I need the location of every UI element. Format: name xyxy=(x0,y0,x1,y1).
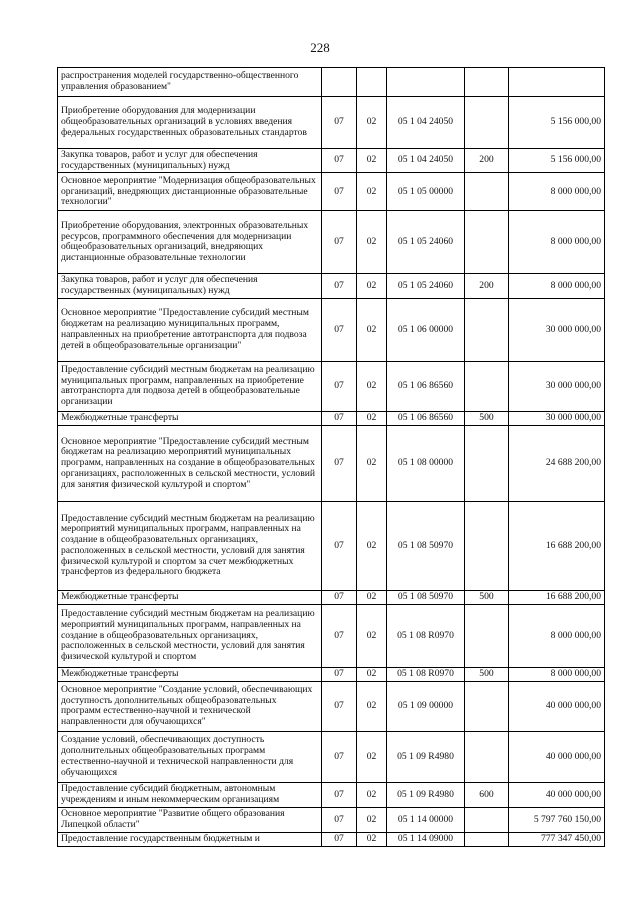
row-target-code: 05 1 08 R0970 xyxy=(387,604,465,667)
row-target-code: 05 1 08 R0970 xyxy=(387,667,465,681)
row-name: Предоставление субсидий бюджетным, автономным учреждениям и иным некоммерческим организациям xyxy=(58,782,322,807)
table-row xyxy=(58,211,605,274)
row-subsection: 02 xyxy=(357,149,387,173)
row-expense-type xyxy=(465,731,509,782)
row-name: Межбюджетные трансферты xyxy=(58,590,322,604)
table-row xyxy=(58,590,605,604)
row-subsection: 02 xyxy=(357,425,387,501)
row-sum: 40 000 000,00 xyxy=(509,782,605,807)
row-name: Межбюджетные трансферты xyxy=(58,411,322,425)
table-row xyxy=(58,681,605,731)
row-sum: 16 688 200,00 xyxy=(509,501,605,590)
row-section: 07 xyxy=(322,274,357,298)
row-subsection: 02 xyxy=(357,681,387,731)
row-target-code: 05 1 06 86560 xyxy=(387,411,465,425)
row-sum: 30 000 000,00 xyxy=(509,298,605,361)
row-section: 07 xyxy=(322,731,357,782)
row-subsection: 02 xyxy=(357,832,387,846)
row-expense-type xyxy=(465,97,509,149)
row-sum: 8 000 000,00 xyxy=(509,604,605,667)
row-section: 07 xyxy=(322,667,357,681)
row-section: 07 xyxy=(322,590,357,604)
table-row xyxy=(58,807,605,832)
table-row xyxy=(58,274,605,298)
row-expense-type xyxy=(465,807,509,832)
table-row xyxy=(58,411,605,425)
row-name: Закупка товаров, работ и услуг для обеспечения государственных (муниципальных) нужд xyxy=(58,149,322,173)
row-subsection: 02 xyxy=(357,211,387,274)
row-subsection: 02 xyxy=(357,782,387,807)
row-name: Предоставление субсидий местным бюджетам на реализацию муниципальных программ, направленных на приобретение автотранспорта для подвоза детей в общеобразовательные организации xyxy=(58,361,322,411)
row-name: Предоставление субсидий местным бюджетам на реализацию мероприятий муниципальных программ, направленных на создание в общеобразовательных организациях, расположенных в сельской местности, условий для занятия физической культурой и спортом xyxy=(58,604,322,667)
row-expense-type xyxy=(465,832,509,846)
table-row xyxy=(58,731,605,782)
row-target-code: 05 1 08 00000 xyxy=(387,425,465,501)
row-expense-type xyxy=(465,298,509,361)
row-expense-type: 500 xyxy=(465,590,509,604)
row-name: Основное мероприятие "Предоставление субсидий местным бюджетам на реализацию мероприятий муниципальных программ, направленных на создание в общеобразовательных организациях, расположенных в сельской местности, условий для занятия физической культурой и спортом" xyxy=(58,425,322,501)
row-subsection: 02 xyxy=(357,590,387,604)
row-subsection xyxy=(357,68,387,97)
row-name: Закупка товаров, работ и услуг для обеспечения государственных (муниципальных) нужд xyxy=(58,274,322,298)
row-subsection: 02 xyxy=(357,274,387,298)
table-row xyxy=(58,604,605,667)
row-sum: 8 000 000,00 xyxy=(509,274,605,298)
row-sum: 8 000 000,00 xyxy=(509,173,605,211)
row-subsection: 02 xyxy=(357,731,387,782)
row-section: 07 xyxy=(322,501,357,590)
row-name: Создание условий, обеспечивающих доступность дополнительных общеобразовательных программ естественно-научной и технической направленности для обучающихся xyxy=(58,731,322,782)
row-target-code: 05 1 08 50970 xyxy=(387,501,465,590)
row-name: распространения моделей государственно-общественного управления образованием" xyxy=(58,68,322,97)
table-row xyxy=(58,298,605,361)
table-row xyxy=(58,97,605,149)
row-sum: 5 156 000,00 xyxy=(509,149,605,173)
budget-table xyxy=(57,67,605,847)
table-row xyxy=(58,361,605,411)
row-expense-type xyxy=(465,681,509,731)
row-target-code: 05 1 06 00000 xyxy=(387,298,465,361)
row-name: Основное мероприятие "Предоставление субсидий местным бюджетам на реализацию муниципальных программ, направленных на приобретение автотранспорта для подвоза детей в общеобразовательные организации" xyxy=(58,298,322,361)
row-section: 07 xyxy=(322,681,357,731)
row-section: 07 xyxy=(322,832,357,846)
row-subsection: 02 xyxy=(357,97,387,149)
row-name: Приобретение оборудования, электронных образовательных ресурсов, программного обеспечения для модернизации общеобразовательных организаций, внедряющих дистанционные образовательные технологии xyxy=(58,211,322,274)
row-subsection: 02 xyxy=(357,361,387,411)
row-sum: 30 000 000,00 xyxy=(509,361,605,411)
row-name: Приобретение оборудования для модернизации общеобразовательных организаций в условиях введения федеральных государственных образовательных стандартов xyxy=(58,97,322,149)
row-expense-type: 200 xyxy=(465,149,509,173)
row-target-code: 05 1 05 24060 xyxy=(387,211,465,274)
row-target-code: 05 1 05 00000 xyxy=(387,173,465,211)
row-subsection: 02 xyxy=(357,667,387,681)
row-section: 07 xyxy=(322,782,357,807)
table-row xyxy=(58,501,605,590)
row-expense-type: 500 xyxy=(465,667,509,681)
row-section: 07 xyxy=(322,807,357,832)
row-target-code: 05 1 14 09000 xyxy=(387,832,465,846)
row-expense-type xyxy=(465,68,509,97)
row-name: Основное мероприятие "Развитие общего образования Липецкой области" xyxy=(58,807,322,832)
row-target-code xyxy=(387,68,465,97)
row-expense-type xyxy=(465,211,509,274)
row-expense-type xyxy=(465,361,509,411)
row-subsection: 02 xyxy=(357,501,387,590)
row-sum: 24 688 200,00 xyxy=(509,425,605,501)
row-target-code: 05 1 05 24060 xyxy=(387,274,465,298)
row-sum: 777 347 450,00 xyxy=(509,832,605,846)
row-section: 07 xyxy=(322,361,357,411)
row-sum: 40 000 000,00 xyxy=(509,731,605,782)
row-expense-type: 600 xyxy=(465,782,509,807)
row-section: 07 xyxy=(322,411,357,425)
row-target-code: 05 1 14 00000 xyxy=(387,807,465,832)
row-sum: 5 156 000,00 xyxy=(509,97,605,149)
row-subsection: 02 xyxy=(357,411,387,425)
row-sum: 8 000 000,00 xyxy=(509,211,605,274)
row-name: Межбюджетные трансферты xyxy=(58,667,322,681)
table-row xyxy=(58,68,605,97)
row-target-code: 05 1 08 50970 xyxy=(387,590,465,604)
row-name: Предоставление государственным бюджетным и xyxy=(58,832,322,846)
table-row xyxy=(58,667,605,681)
row-name: Основное мероприятие "Модернизация общеобразовательных организаций, внедряющих дистанционные образовательные технологии" xyxy=(58,173,322,211)
row-target-code: 05 1 09 R4980 xyxy=(387,731,465,782)
row-target-code: 05 1 04 24050 xyxy=(387,97,465,149)
row-sum xyxy=(509,68,605,97)
row-section: 07 xyxy=(322,173,357,211)
row-expense-type xyxy=(465,501,509,590)
row-expense-type xyxy=(465,604,509,667)
row-section xyxy=(322,68,357,97)
row-section: 07 xyxy=(322,97,357,149)
row-section: 07 xyxy=(322,425,357,501)
row-sum: 40 000 000,00 xyxy=(509,681,605,731)
row-target-code: 05 1 09 00000 xyxy=(387,681,465,731)
table-row xyxy=(58,425,605,501)
row-sum: 8 000 000,00 xyxy=(509,667,605,681)
row-subsection: 02 xyxy=(357,298,387,361)
row-section: 07 xyxy=(322,149,357,173)
row-section: 07 xyxy=(322,211,357,274)
row-sum: 30 000 000,00 xyxy=(509,411,605,425)
row-sum: 5 797 760 150,00 xyxy=(509,807,605,832)
row-section: 07 xyxy=(322,298,357,361)
row-name: Предоставление субсидий местным бюджетам на реализацию мероприятий муниципальных программ, направленных на создание в общеобразовательных организациях, расположенных в сельской местности, условий для занятия физической культурой и спортом за счет межбюджетных трансфертов из федерального бюджета xyxy=(58,501,322,590)
row-expense-type xyxy=(465,425,509,501)
row-target-code: 05 1 09 R4980 xyxy=(387,782,465,807)
row-expense-type xyxy=(465,173,509,211)
row-subsection: 02 xyxy=(357,604,387,667)
row-subsection: 02 xyxy=(357,807,387,832)
table-row xyxy=(58,832,605,846)
row-sum: 16 688 200,00 xyxy=(509,590,605,604)
table-row xyxy=(58,173,605,211)
row-expense-type: 200 xyxy=(465,274,509,298)
row-name: Основное мероприятие "Создание условий, обеспечивающих доступность дополнительных общеобразовательных программ естественно-научной и технической направленности для обучающихся" xyxy=(58,681,322,731)
row-target-code: 05 1 06 86560 xyxy=(387,361,465,411)
row-expense-type: 500 xyxy=(465,411,509,425)
table-row xyxy=(58,149,605,173)
row-subsection: 02 xyxy=(357,173,387,211)
row-target-code: 05 1 04 24050 xyxy=(387,149,465,173)
table-row xyxy=(58,782,605,807)
page-number: 228 xyxy=(310,40,330,55)
row-section: 07 xyxy=(322,604,357,667)
